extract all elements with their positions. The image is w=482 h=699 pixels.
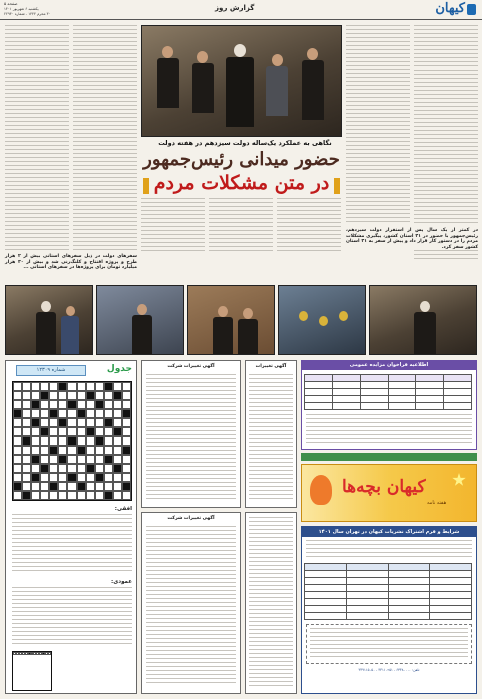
bachehha-brand: کیهان بچه‌ها: [342, 477, 426, 497]
subscription-table: [304, 563, 472, 620]
lead-headline-1: حضور میدانی رئیس‌جمهور: [143, 149, 340, 170]
vertical-clues-label: عمودی:: [111, 579, 132, 585]
issue-line: ۳۰ محرم ۱۴۴۴ - شماره ۲۲۹۳۰: [4, 12, 51, 16]
lead-summary-right: در کمتر از یک سال پس از استقرار دولت سیزدهم، رئیس‌جمهور با حضور در ۳۱ استان کشور، پیگیری مشکلات مردم را در دستور کار قرار داد و پیش از سفر به ۳۱ استان کشور سفر کرد.: [346, 228, 478, 250]
subscription-footer: تلفن: ۶۴۳۸۰۰۰۰ - ۳۳۱۱۰۲۵۱ - ۳۳۹۱۱۵۰۵۰: [358, 668, 420, 672]
crossword-section: [5, 360, 137, 694]
headline-accent-left: [143, 178, 149, 194]
article-column-far-right: [414, 70, 478, 225]
agency-ad-title: آگهی تغییرات: [255, 364, 287, 369]
photo-visit-2: [96, 285, 184, 355]
auction-ad: [301, 360, 477, 450]
previous-solution-grid: [12, 651, 52, 691]
logo-text: کیهان: [435, 1, 465, 16]
bachehha-tag: هفته نامه: [427, 500, 447, 506]
crossword-title: جدول: [106, 364, 132, 374]
photo-visit-4: [278, 285, 366, 355]
intro-block: [414, 25, 478, 67]
green-banner: [301, 453, 477, 461]
headline-accent-right: [334, 178, 340, 194]
article-column-far-left: [5, 25, 69, 250]
photo-visit-5: [369, 285, 477, 355]
lead-body-left: [141, 198, 205, 253]
article-column-right: [346, 25, 410, 225]
lead-summary-left: سفرهای دولت در ذیل سفرهای استانی بیش از ۲ هزار طرح و پروژه افتتاح و کلنگ‌زنی شد و بیش از ۳۰ هزار میلیارد تومان برای پروژه‌ها در سفرهای استانی ...: [5, 254, 138, 271]
date-line: یکشنبه ۶ شهریور ۱۴۰۱: [4, 7, 39, 11]
mascot-icon: [310, 475, 332, 505]
crossword-number: شماره ۱۲۳۰۹: [16, 365, 86, 376]
vertical-clues: [12, 587, 132, 647]
section-title: گزارش روز: [215, 4, 255, 12]
keyhan-bachehha-ad: [301, 464, 477, 522]
subscription-form[interactable]: [306, 624, 472, 664]
small-ad-stack: [245, 512, 297, 694]
classified-ad-1-title: آگهی تغییرات شرکت: [167, 364, 215, 369]
photo-visit-3: [187, 285, 275, 355]
horizontal-clues-label: افقی:: [114, 506, 132, 512]
article-column-bottom-right: [414, 250, 478, 260]
lead-body-center: [209, 198, 273, 253]
agency-ad: [245, 360, 297, 508]
subscription-title: شرایط و فرم اشتراک نشریات کیهان در تهران سال ۱۴۰۱: [302, 527, 476, 537]
auction-ad-title: اطلاعیه فراخوان مزایده عمومی: [302, 361, 476, 370]
lead-kicker: نگاهی به عملکرد یک‌ساله دولت سیزدهم در هفته دولت: [158, 139, 332, 147]
lead-photo: [141, 25, 342, 137]
page-number: صفحه ۵: [4, 1, 18, 6]
lead-body-right: [277, 198, 341, 253]
horizontal-clues: [12, 514, 132, 574]
star-icon: [452, 473, 466, 487]
classified-ad-2: [141, 512, 241, 694]
subscription-ad: [301, 526, 477, 694]
lead-headline-2: در متن مشکلات مردم: [153, 172, 330, 194]
classified-ad-2-title: آگهی تغییرات شرکت: [167, 516, 215, 521]
crossword-grid[interactable]: [12, 381, 132, 501]
logo-emblem-icon: [467, 4, 476, 15]
newspaper-logo: [420, 2, 476, 18]
auction-table: [304, 374, 472, 410]
photo-visit-1: [5, 285, 93, 355]
page-header: [0, 0, 482, 20]
article-column-left: [73, 25, 137, 250]
classified-ad-1: [141, 360, 241, 508]
